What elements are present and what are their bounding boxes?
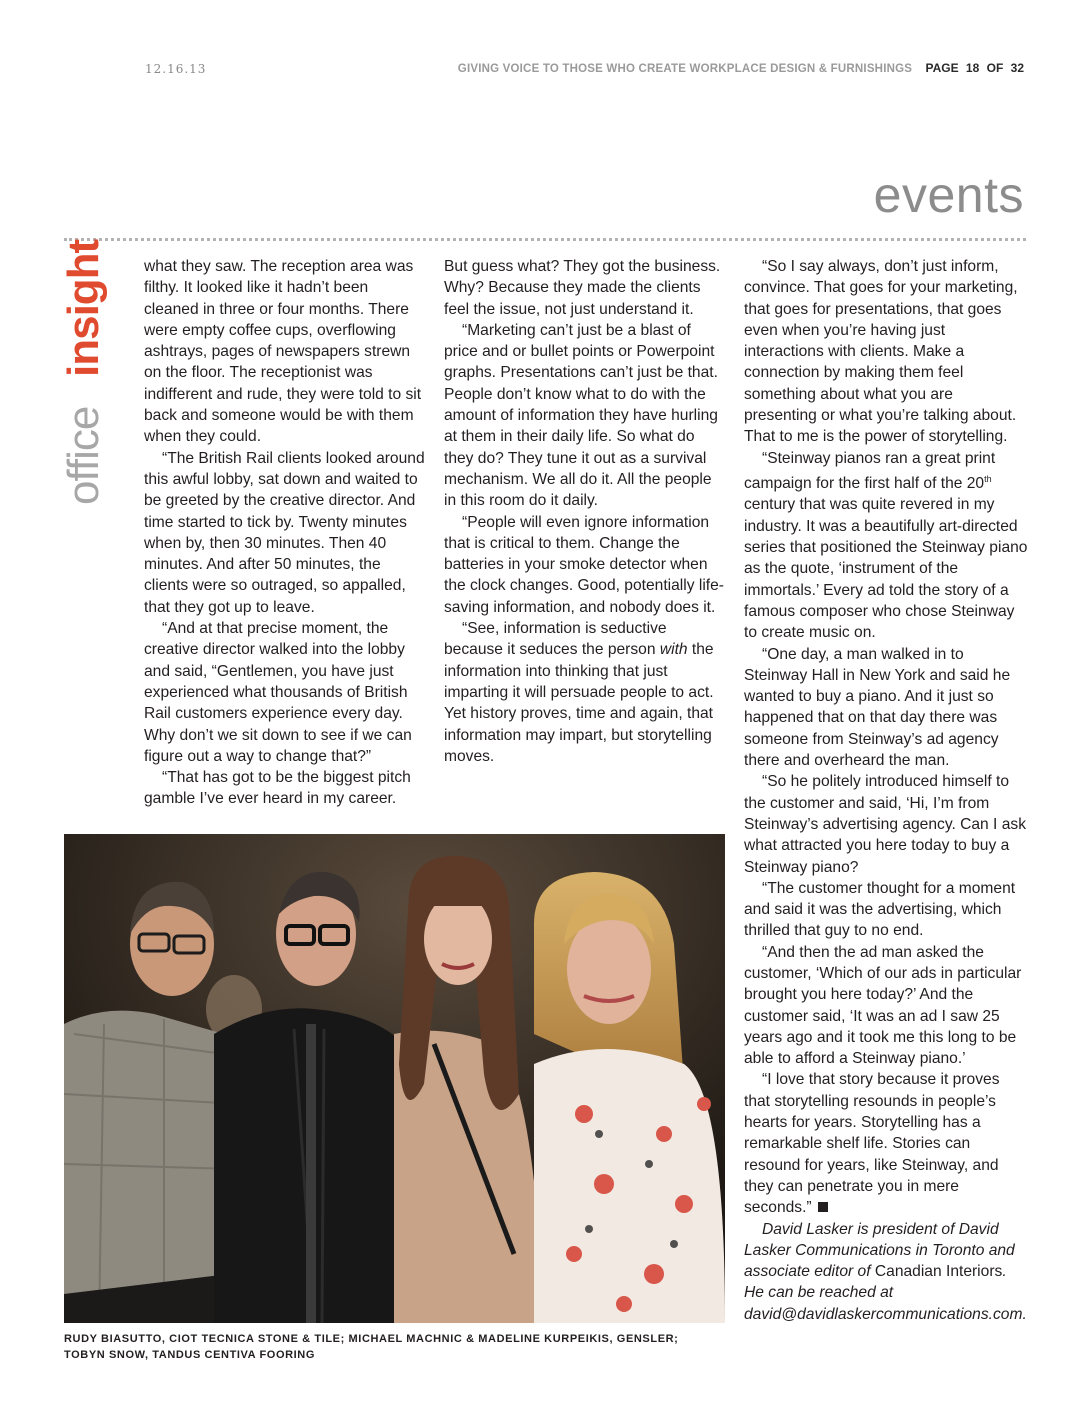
paragraph-text: the information into thinking that just imparting it will persuade people to act. Yet history proves, time and again, that information may impart, but storytelling moves. (444, 641, 714, 765)
author-bio (744, 1219, 1029, 1325)
article-column-3 (744, 256, 1029, 1325)
paragraph: “So I say always, don’t just inform, convince. That goes for your marketing, that goes for presentations, that goes even when you’re having just interactions with clients. Make a connection by making them feel something about what you are presenting or what you’re talking about. That to me is the power of storytelling. (744, 258, 1018, 446)
article-column-2 (444, 256, 726, 767)
page-of: OF (986, 61, 1004, 75)
paragraph (444, 618, 726, 767)
bio-text: David Lasker is president of David Lasker Communications in Toronto and associate editor of (744, 1220, 1015, 1281)
paragraph: “And at that precise moment, the creative director walked into the lobby and said, “Gentlemen, you have just experienced what thousands of British Rail customers experience every day. Why don’t we sit down to see if we can figure out a way to change that?” (144, 620, 412, 765)
paragraph-text: “Steinway pianos ran a great print campaign for the first half of the 20 (744, 449, 996, 493)
paragraph-text: century that was quite revered in my industry. It was a beautifully art-directed series that positioned the Steinway piano as the quote, ‘instrument of the immortals.’ Every ad told the story of a famous composer who chose Steinway to create music on. (744, 496, 1028, 642)
paragraph (744, 1069, 1029, 1218)
paragraph: “The customer thought for a moment and said it was the advertising, which thrilled that guy to no end. (744, 879, 1016, 940)
paragraph: “Marketing can’t just be a blast of price and or bullet points or Powerpoint graphs. Presentations can’t just be that. People don’t know what to do with the amount of information they have hurling at them in their daily life. So what do they do? They tune it out as a survival mechanism. We all do it. All the people in this room do it daily. (444, 321, 718, 510)
logo-office-text: office (59, 406, 108, 505)
bio-text: . He can be reached at david@davidlaskercommunications.com. (744, 1263, 1027, 1323)
caption-line: TOBYN SNOW, TANDUS CENTIVA FOORING (64, 1349, 315, 1361)
paragraph: “That has got to be the biggest pitch gamble I’ve ever heard in my career. (144, 769, 411, 808)
dotted-divider (64, 238, 1026, 241)
section-title: events (873, 167, 1024, 223)
end-mark-icon (818, 1202, 828, 1212)
paragraph-text: “I love that story because it proves that storytelling resounds in people’s hearts for years. Storytelling has a remarkable shelf life. Stories can resound for years, like Steinway, and they can penetrate you in mere seconds.” (744, 1071, 1000, 1217)
emphasis-text: with (659, 641, 688, 659)
logo-insight-text: insight (59, 239, 108, 377)
photo-caption (64, 1331, 725, 1363)
article-column-1 (144, 256, 426, 810)
paragraph: But guess what? They got the business. Why? Because they made the clients feel the issue, not just understand it. (444, 258, 721, 318)
paragraph: “People will even ignore information that is critical to them. Change the batteries in your smoke detector when the clock changes. Good, potentially life-saving information, and nobody does it. (444, 513, 724, 616)
paragraph: “The British Rail clients looked around this awful lobby, sat down and waited to be greeted by the creative director. And time started to tick by. Twenty minutes when by, then 30 minutes. Then 40 minutes. And after 50 minutes, the clients were so outraged, so appalled, that they got up to leave. (144, 449, 425, 616)
paragraph: what they saw. The reception area was filthy. It looked like it hadn’t been cleaned in three or four months. There were empty coffee cups, overflowing ashtrays, pages of newspapers strewn on the floor. The receptionist was indifferent and rude, they were told to sit back and someone would be with them when they could. (144, 258, 422, 446)
paragraph (744, 448, 1029, 644)
paragraph: “And then the ad man asked the customer, ‘Which of our ads in particular brought you here today?’ And the customer said, ‘It was an ad I saw 25 years ago and it took me this long to be able to afford a Steinway piano.’ (744, 943, 1022, 1068)
page-number: 18 (965, 61, 980, 75)
paragraph: “One day, a man walked in to Steinway Hall in New York and said he wanted to buy a piano. And it just so happened that on that day there was someone from Steinway’s ad agency there and overheard the man. (744, 645, 1011, 770)
page-label: PAGE (925, 61, 959, 75)
event-photo (64, 834, 725, 1323)
paragraph: “So he politely introduced himself to the customer and said, ‘Hi, I’m from Steinway’s advertising agency. Can I ask what attracted you here today to buy a Steinway piano? (744, 773, 1026, 876)
issue-date: 12.16.13 (145, 62, 207, 76)
caption-line: RUDY BIASUTTO, CIOT TECNICA STONE & TILE; MICHAEL MACHNIC & MADELINE KURPEIKIS, GENSLER; (64, 1333, 679, 1345)
paragraph-text: “See, information is seductive because it seduces the person (444, 620, 667, 659)
bio-publication: Canadian Interiors (874, 1263, 1003, 1281)
publication-tagline: GIVING VOICE TO THOSE WHO CREATE WORKPLACE DESIGN & FURNISHINGS (457, 63, 913, 75)
page-total: 32 (1010, 61, 1024, 75)
superscript-text: th (984, 473, 992, 484)
running-header (458, 61, 1024, 75)
